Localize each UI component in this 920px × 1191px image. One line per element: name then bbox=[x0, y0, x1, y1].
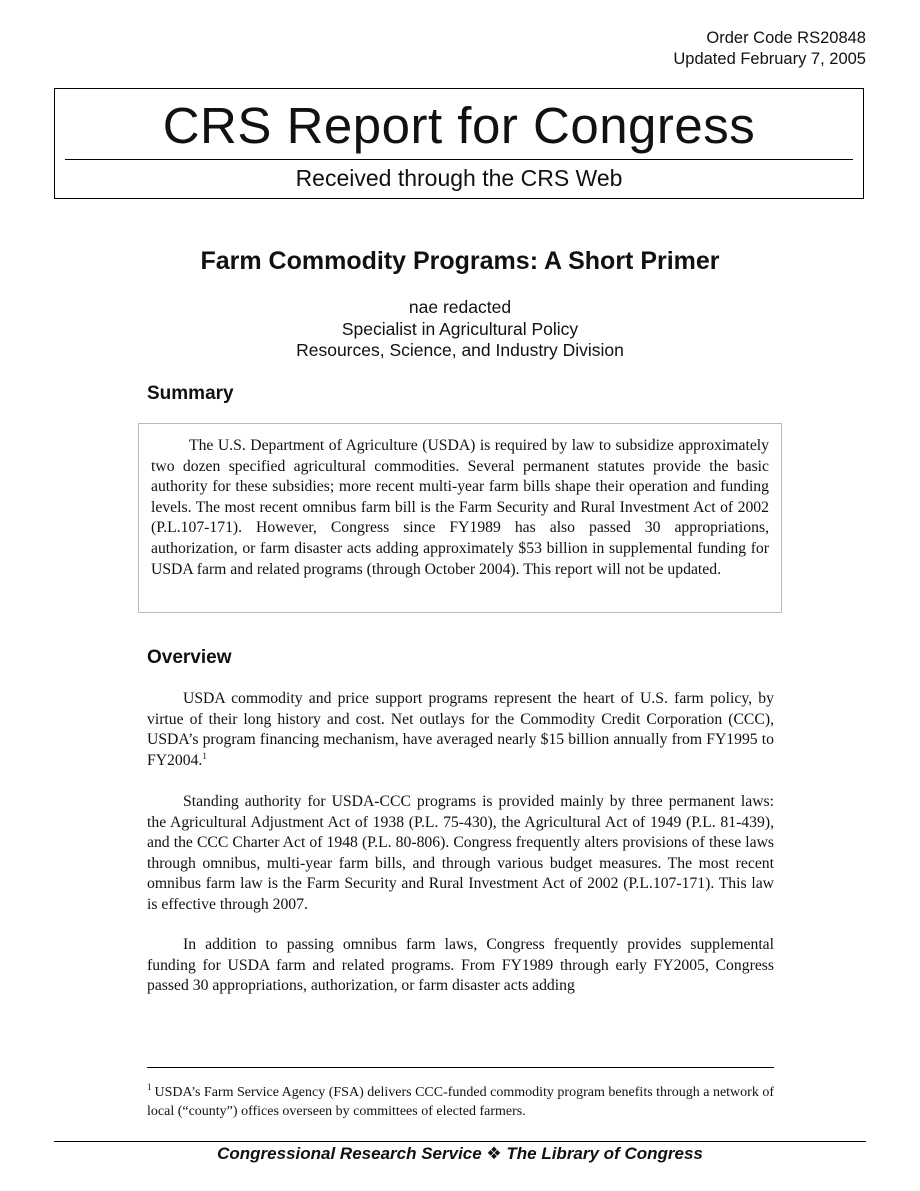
footnote-reference[interactable]: 1 bbox=[202, 750, 207, 761]
footnote-text: USDA’s Farm Service Agency (FSA) delivers CCC-funded commodity program benefits through a network of local (“county”) offices overseen by committees of elected farmers. bbox=[147, 1085, 774, 1119]
masthead-title: CRS Report for Congress bbox=[162, 97, 756, 154]
overview-paragraph-1 bbox=[147, 689, 774, 771]
author-position: Specialist in Agricultural Policy bbox=[341, 318, 579, 339]
summary-box bbox=[138, 423, 782, 613]
footnote bbox=[147, 1084, 774, 1121]
overview-paragraph-2: Standing authority for USDA-CCC programs is provided mainly by three permanent laws: the Agricultural Adjustment Act of 1938 (P.L. 75-430), the Agricultural Act of 1949 (P.L. 81-439), and the CCC Charter Act of 1948 (P.L. 80-806). Congress frequently alters provisions of these laws through omnibus, multi-year farm bills, and through various budget measures. The most recent omnibus farm law is the Farm Security and Rural Investment Act of 2002 (P.L.107-171). This law is effective through 2007. bbox=[147, 793, 774, 913]
order-code: Order Code RS20848 bbox=[706, 29, 866, 47]
summary-text: The U.S. Department of Agriculture (USDA) is required by law to subsidize approximately two dozen specified agricultural commodities. Several permanent statutes provide the basic authority for these subsidies; more recent multi-year farm bills shape their operation and funding levels. The most recent omnibus farm bill is the Farm Security and Rural Investment Act of 2002 (P.L.107-171). However, Congress since FY1989 has also passed 30 appropriations, authorization, or farm disaster acts adding approximately $53 billion in supplemental funding for USDA farm and related programs (through October 2004). This report will not be updated. bbox=[151, 437, 769, 578]
author-name: nae redacted bbox=[408, 297, 512, 317]
document-title: Farm Commodity Programs: A Short Primer bbox=[200, 247, 720, 275]
overview-heading: Overview bbox=[147, 647, 232, 668]
overview-paragraph-1-text: USDA commodity and price support programs represent the heart of U.S. farm policy, by virtue of their long history and cost. Net outlays for the Commodity Credit Corporation (CCC), USDA’s program financing mechanism, have averaged nearly $15 billion annually from FY1995 to FY2004. bbox=[147, 690, 774, 769]
masthead-divider bbox=[65, 159, 853, 160]
footer-divider bbox=[54, 1141, 866, 1142]
masthead-subtitle: Received through the CRS Web bbox=[295, 165, 623, 191]
order-info bbox=[673, 28, 866, 70]
summary-heading: Summary bbox=[147, 383, 234, 404]
author-division: Resources, Science, and Industry Division bbox=[296, 340, 624, 360]
footnote-divider bbox=[147, 1067, 774, 1068]
masthead bbox=[54, 88, 864, 199]
updated-date: Updated February 7, 2005 bbox=[673, 50, 866, 68]
footnote-number: 1 bbox=[147, 1082, 152, 1093]
author-block bbox=[0, 297, 920, 362]
overview-paragraph-3: In addition to passing omnibus farm laws, Congress frequently provides supplemental funding for USDA farm and related programs. From FY1989 through early FY2005, Congress passed 30 appropriations, authorization, or farm disaster acts adding bbox=[147, 936, 774, 994]
page-footer: Congressional Research Service ❖ The Library of Congress bbox=[217, 1144, 703, 1163]
